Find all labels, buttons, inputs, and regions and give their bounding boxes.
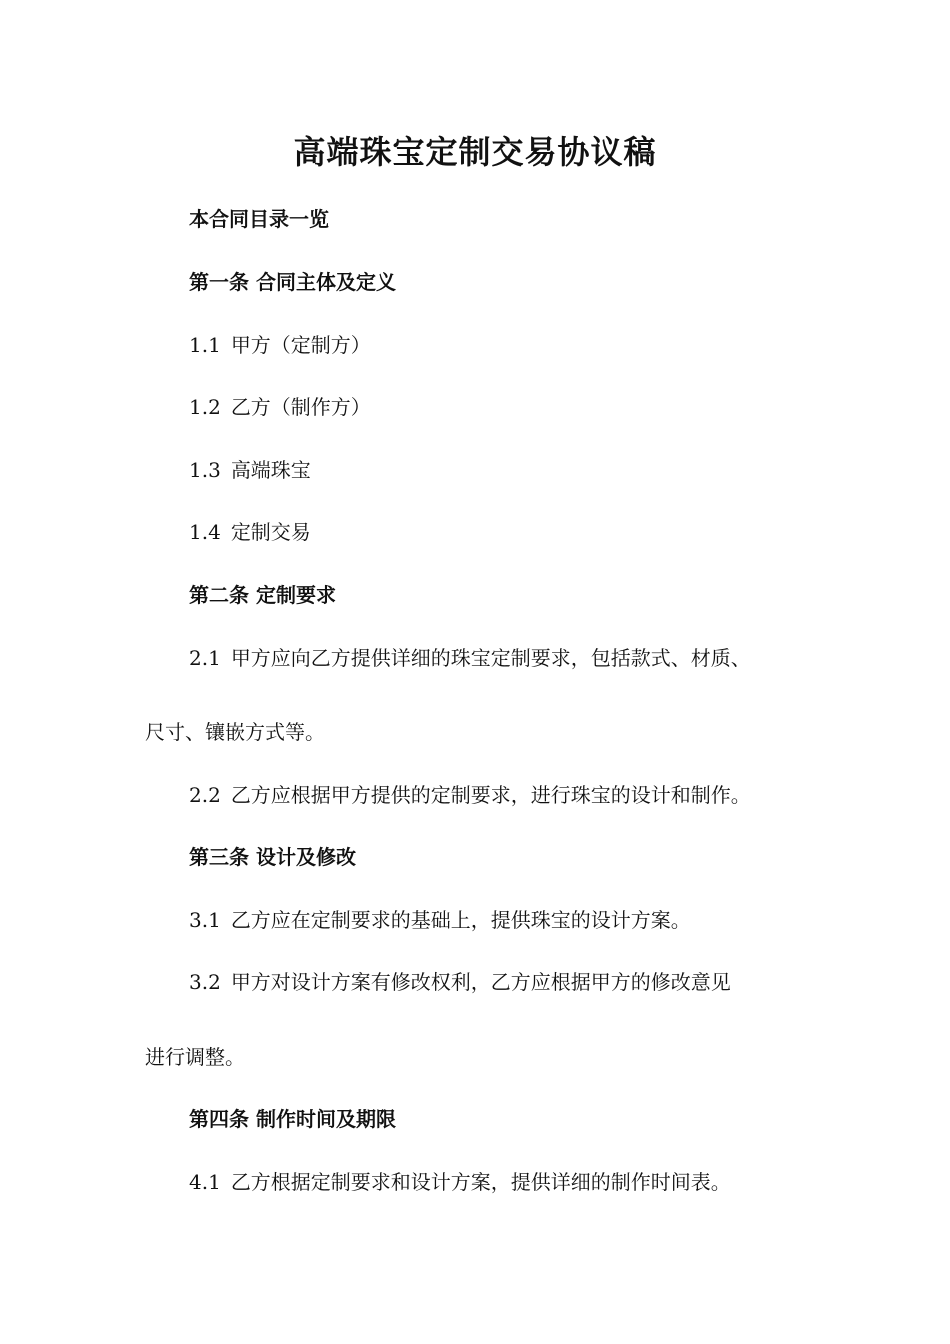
clause-number: 1.4: [189, 520, 221, 544]
clause-number: 3.2: [189, 970, 221, 994]
clause-text: 甲方应向乙方提供详细的珠宝定制要求，包括款式、材质、: [230, 646, 751, 670]
document-title: 高端珠宝定制交易协议稿: [293, 133, 657, 171]
clause-2-1-line2: 尺寸、镶嵌方式等。: [145, 720, 325, 744]
clause-number: 2.2: [189, 783, 221, 807]
clause-text: 乙方应在定制要求的基础上，提供珠宝的设计方案。: [230, 908, 691, 932]
clause-number: 1.1: [189, 333, 221, 357]
clause-number: 3.1: [189, 908, 221, 932]
clause-text: 乙方根据定制要求和设计方案，提供详细的制作时间表。: [230, 1170, 731, 1194]
article-4-heading: 第四条 制作时间及期限: [189, 1107, 396, 1131]
article-2-heading: 第二条 定制要求: [189, 583, 336, 607]
clause-1-3: [189, 455, 311, 485]
clause-1-1: [189, 330, 371, 360]
clause-1-4: [189, 517, 311, 547]
clause-2-2: [189, 780, 751, 810]
clause-text: 甲方对设计方案有修改权利，乙方应根据甲方的修改意见: [230, 970, 731, 994]
clause-number: 1.2: [189, 395, 221, 419]
clause-2-1-line1: [189, 643, 751, 673]
clause-number: 2.1: [189, 646, 221, 670]
clause-number: 4.1: [189, 1170, 221, 1194]
clause-3-2-line2: 进行调整。: [145, 1045, 245, 1069]
clause-text: 甲方（定制方）: [230, 333, 371, 357]
clause-text: 乙方应根据甲方提供的定制要求，进行珠宝的设计和制作。: [230, 783, 751, 807]
clause-number: 1.3: [189, 458, 221, 482]
clause-text: 定制交易: [230, 520, 311, 544]
clause-text: 乙方（制作方）: [230, 395, 371, 419]
clause-3-2-line1: [189, 967, 731, 997]
clause-1-2: [189, 392, 371, 422]
clause-3-1: [189, 905, 691, 935]
article-1-heading: 第一条 合同主体及定义: [189, 270, 396, 294]
toc-heading: 本合同目录一览: [189, 207, 329, 231]
article-3-heading: 第三条 设计及修改: [189, 845, 356, 869]
clause-4-1: [189, 1167, 731, 1197]
clause-text: 高端珠宝: [230, 458, 311, 482]
